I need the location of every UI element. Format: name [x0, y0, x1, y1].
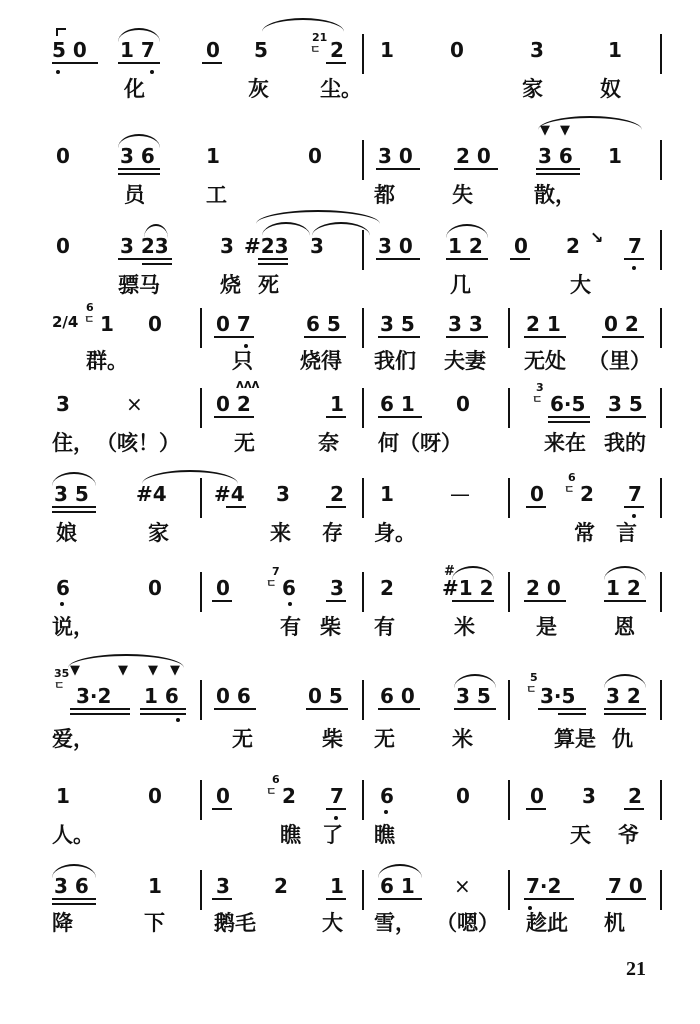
note-group: 5 0: [52, 38, 87, 62]
underline-beam: [52, 506, 96, 508]
underline-beam: [118, 173, 160, 175]
underline-beam: [548, 421, 590, 423]
underline-beam: [602, 336, 644, 338]
barline: [660, 870, 662, 910]
note-group: 3 5: [380, 312, 415, 336]
note-group: 3 6: [538, 144, 573, 168]
underline-beam: [524, 898, 574, 900]
barline: [660, 680, 662, 720]
note-group: 6 1: [380, 874, 415, 898]
barline: [362, 34, 364, 74]
accent-mark: ▼: [70, 663, 80, 678]
low-octave-dot: [150, 70, 154, 74]
note-group: 2 0: [526, 576, 561, 600]
note: 1: [380, 482, 394, 506]
note: 2: [580, 482, 594, 506]
note: 0: [56, 144, 70, 168]
low-octave-dot: [632, 266, 636, 270]
underline-beam: [606, 898, 646, 900]
underline-beam: [214, 708, 256, 710]
accent-mark: ▼: [560, 123, 570, 138]
note: 0: [456, 784, 470, 808]
rest-cross: ×: [454, 874, 471, 898]
underline-beam: [202, 62, 222, 64]
note-group: 3 6: [54, 874, 89, 898]
lyric: 爱，: [52, 727, 94, 751]
accent-mark: ▼: [148, 663, 158, 678]
note: 1: [330, 392, 344, 416]
note-group: #1 2: [442, 576, 494, 600]
grace-notes: 3: [536, 381, 544, 394]
note-group: 0 6: [216, 684, 251, 708]
note: 1: [330, 874, 344, 898]
note-group: 7·2: [526, 874, 562, 898]
barline: [362, 572, 364, 612]
lyric: 柴: [322, 727, 343, 751]
note: 5: [254, 38, 268, 62]
lyric: 失: [452, 183, 473, 207]
underline-beam: [536, 173, 580, 175]
note: 7: [628, 482, 642, 506]
lyric: 恩: [614, 615, 635, 639]
grace-notes: 6: [272, 773, 280, 786]
underline-beam: [118, 168, 160, 170]
note: 3: [582, 784, 596, 808]
lyric: 仇: [612, 727, 633, 751]
note: 3: [216, 874, 230, 898]
glide-mark: ↘: [590, 228, 604, 247]
note: 0: [216, 784, 230, 808]
underline-beam: [52, 62, 98, 64]
underline-beam: [454, 168, 498, 170]
underline-beam: [452, 600, 494, 602]
barline: [362, 478, 364, 518]
bracket-mark: [56, 28, 58, 36]
note: 1: [100, 312, 114, 336]
ornament-mark: ʌʌʌ: [236, 377, 260, 391]
underline-beam: [326, 416, 346, 418]
score-system-10: [0, 858, 700, 958]
underline-beam: [604, 600, 646, 602]
barline: [660, 140, 662, 180]
lyric: 都: [374, 183, 395, 207]
underline-beam: [624, 506, 644, 508]
lyric: 有: [280, 615, 301, 639]
underline-beam: [326, 898, 346, 900]
slur: [262, 18, 344, 32]
note-group: #23: [244, 234, 289, 258]
lyric: （里）: [588, 349, 651, 373]
note-group: 3 0: [378, 234, 413, 258]
note: 3: [56, 392, 70, 416]
grace-mark: ㄷ: [564, 483, 575, 496]
note-group: 3 3: [448, 312, 483, 336]
note-group: 6 0: [380, 684, 415, 708]
lyric: 是: [536, 615, 557, 639]
score-system-8: [0, 650, 700, 750]
score-system-2: [0, 120, 700, 220]
lyric: 身。: [374, 521, 416, 545]
note-group: 3 2: [606, 684, 641, 708]
underline-beam: [326, 506, 346, 508]
underline-beam: [446, 258, 488, 260]
barline: [508, 870, 510, 910]
barline: [508, 680, 510, 720]
barline: [660, 34, 662, 74]
low-octave-dot: [334, 816, 338, 820]
lyric: 存: [322, 521, 343, 545]
underline-beam: [606, 416, 646, 418]
note-group: 3 23: [120, 234, 169, 258]
note-group: 3 5: [456, 684, 491, 708]
note: 1: [148, 874, 162, 898]
score-system-1: [0, 22, 700, 122]
lyric: 死: [258, 273, 279, 297]
score-system-9: [0, 768, 700, 868]
note: #4: [214, 482, 245, 506]
lyric: （嗯）: [436, 911, 499, 935]
lyric: 无: [232, 727, 253, 751]
lyric: 来在: [544, 431, 586, 455]
lyric: 雪，: [374, 911, 416, 935]
barline: [200, 308, 202, 348]
note-group: 0 2: [604, 312, 639, 336]
lyric: 娘: [56, 521, 77, 545]
note-group: 3 5: [608, 392, 643, 416]
note: 3: [330, 576, 344, 600]
grace-mark: ㄷ: [54, 679, 65, 692]
barline: [200, 780, 202, 820]
page-number: 21: [626, 958, 646, 980]
note: 3: [310, 234, 324, 258]
underline-beam: [536, 168, 580, 170]
lyric: 算是: [554, 727, 596, 751]
lyric: 米: [454, 615, 475, 639]
barline: [200, 572, 202, 612]
lyric: 大: [322, 911, 343, 935]
lyric: 瞧: [374, 823, 395, 847]
note: 0: [514, 234, 528, 258]
underline-beam: [258, 263, 288, 265]
underline-beam: [454, 708, 496, 710]
note-group: 6·5: [550, 392, 586, 416]
note: 1: [380, 38, 394, 62]
lyric: 言: [616, 521, 637, 545]
low-octave-dot: [288, 602, 292, 606]
note: 2: [330, 38, 344, 62]
low-octave-dot: [176, 718, 180, 722]
lyric: 降: [52, 911, 73, 935]
note: 0: [456, 392, 470, 416]
barline: [200, 680, 202, 720]
barline: [200, 870, 202, 910]
underline-beam: [510, 258, 530, 260]
low-octave-dot: [56, 70, 60, 74]
note: 0: [530, 482, 544, 506]
note: 0: [308, 144, 322, 168]
note-group: 6 1: [380, 392, 415, 416]
lyric: 只: [232, 349, 253, 373]
lyric: 爷: [618, 823, 639, 847]
lyric: 奈: [318, 431, 339, 455]
barline: [508, 478, 510, 518]
underline-beam: [376, 258, 420, 260]
underline-beam: [526, 808, 546, 810]
lyric: 机: [604, 911, 625, 935]
underline-beam: [524, 336, 566, 338]
barline: [362, 680, 364, 720]
note-group: 3·2: [76, 684, 112, 708]
underline-beam: [118, 258, 172, 260]
grace-mark: ㄷ: [266, 577, 277, 590]
barline: [362, 230, 364, 270]
lyric: 夫妻: [444, 349, 486, 373]
lyric: 无: [374, 727, 395, 751]
underline-beam: [214, 336, 254, 338]
grace-notes: 6: [86, 301, 94, 314]
underline-beam: [548, 416, 590, 418]
lyric: 无: [234, 431, 255, 455]
grace-mark: ㄷ: [310, 43, 321, 56]
underline-beam: [70, 713, 130, 715]
lyric: 几: [450, 273, 471, 297]
underline-beam: [326, 62, 346, 64]
lyric: 骠马: [118, 273, 160, 297]
grace-notes: 6: [568, 471, 576, 484]
underline-beam: [140, 708, 186, 710]
lyric: 家: [522, 77, 543, 101]
underline-beam: [258, 258, 288, 260]
lyric: 常: [574, 521, 595, 545]
lyric: 家: [148, 521, 169, 545]
underline-beam: [538, 708, 586, 710]
note: 2: [628, 784, 642, 808]
note: 7: [628, 234, 642, 258]
underline-beam: [306, 708, 348, 710]
grace-mark: ㄷ: [266, 785, 277, 798]
lyric: 群。: [86, 349, 128, 373]
underline-beam: [604, 708, 646, 710]
note: 6: [380, 784, 394, 808]
score-system-6: [0, 466, 700, 566]
grace-notes: 7: [272, 565, 280, 578]
lyric: 趁此: [526, 911, 568, 935]
lyric: 何（呀）: [378, 431, 462, 455]
barline: [660, 478, 662, 518]
note: 2: [274, 874, 288, 898]
low-octave-dot: [632, 514, 636, 518]
underline-beam: [446, 336, 488, 338]
barline: [362, 140, 364, 180]
lyric: 化: [124, 77, 145, 101]
barline: [508, 308, 510, 348]
note: 0: [56, 234, 70, 258]
underline-beam: [524, 600, 566, 602]
score-system-3: [0, 210, 700, 310]
note: 2: [380, 576, 394, 600]
grace-mark: ㄷ: [84, 313, 95, 326]
lyric: 散，: [534, 183, 576, 207]
note: 0: [530, 784, 544, 808]
accent-mark: ▼: [540, 123, 550, 138]
note-group: 3 5: [54, 482, 89, 506]
lyric: 烧得: [300, 349, 342, 373]
grace-mark: ㄷ: [532, 393, 543, 406]
note: 1: [56, 784, 70, 808]
barline: [362, 308, 364, 348]
barline: [660, 388, 662, 428]
lyric: 柴: [320, 615, 341, 639]
lyric: 说，: [52, 615, 94, 639]
barline: [508, 388, 510, 428]
barline: [362, 780, 364, 820]
note: 1: [608, 144, 622, 168]
lyric: 人。: [52, 823, 94, 847]
barline: [660, 230, 662, 270]
barline: [362, 870, 364, 910]
underline-beam: [304, 336, 346, 338]
note: 3: [276, 482, 290, 506]
barline: [200, 388, 202, 428]
barline: [660, 780, 662, 820]
note: 3: [530, 38, 544, 62]
dash-extension: —: [450, 482, 470, 506]
lyric: （咳！）: [96, 431, 180, 455]
note-group: 1 7: [120, 38, 155, 62]
lyric: 米: [452, 727, 473, 751]
note-group: 3 0: [378, 144, 413, 168]
lyric: 鹅毛: [214, 911, 256, 935]
note: 0: [148, 784, 162, 808]
note-group: 1 6: [144, 684, 179, 708]
barline: [200, 478, 202, 518]
score-system-7: [0, 560, 700, 660]
note: 2: [566, 234, 580, 258]
grace-notes: 35: [54, 667, 70, 680]
lyric: 员: [124, 183, 145, 207]
underline-beam: [212, 600, 232, 602]
underline-beam: [226, 506, 246, 508]
lyric: 我们: [374, 349, 416, 373]
lyric: 工: [206, 183, 227, 207]
lyric: 了: [322, 823, 343, 847]
accent-mark: ▼: [170, 663, 180, 678]
underline-beam: [378, 708, 420, 710]
note: 0: [216, 576, 230, 600]
lyric: 灰: [248, 77, 269, 101]
underline-beam: [142, 263, 172, 265]
note: 0: [148, 312, 162, 336]
lyric: 有: [374, 615, 395, 639]
lyric: 大: [570, 273, 591, 297]
lyric: 下: [144, 911, 165, 935]
lyric: 奴: [600, 77, 621, 101]
barline: [660, 308, 662, 348]
low-octave-dot: [384, 810, 388, 814]
barline: [508, 780, 510, 820]
note-group: 3 6: [120, 144, 155, 168]
underline-beam: [214, 416, 254, 418]
lyric: 尘。: [320, 77, 362, 101]
note: 0: [148, 576, 162, 600]
underline-beam: [526, 506, 546, 508]
underline-beam: [70, 708, 130, 710]
underline-beam: [52, 898, 96, 900]
lyric: 烧: [220, 273, 241, 297]
note: 6: [282, 576, 296, 600]
underline-beam: [558, 713, 586, 715]
lyric: 我的: [604, 431, 646, 455]
lyric: 住，: [52, 431, 94, 455]
note: 1: [206, 144, 220, 168]
note-group: 7 0: [608, 874, 643, 898]
note-group: 1 2: [448, 234, 483, 258]
lyric: 天: [570, 823, 591, 847]
note: 3: [220, 234, 234, 258]
note-group: 6 5: [306, 312, 341, 336]
note-group: 2 1: [526, 312, 561, 336]
time-signature: 2/4: [52, 313, 79, 331]
score-system-5: [0, 376, 700, 476]
underline-beam: [326, 600, 346, 602]
note: 2: [330, 482, 344, 506]
note: 2: [282, 784, 296, 808]
sharp-sign: #: [444, 564, 455, 579]
grace-notes: 5: [530, 671, 538, 684]
grace-notes: 21: [312, 31, 328, 44]
note-group: 2 0: [456, 144, 491, 168]
underline-beam: [378, 898, 422, 900]
lyric: 无处: [524, 349, 566, 373]
slur: [256, 210, 380, 224]
underline-beam: [52, 903, 96, 905]
underline-beam: [52, 511, 96, 513]
underline-beam: [604, 713, 646, 715]
barline: [508, 572, 510, 612]
underline-beam: [212, 898, 232, 900]
note-group: 1 2: [606, 576, 641, 600]
note: 6: [56, 576, 70, 600]
rest-cross: ×: [126, 392, 143, 416]
underline-beam: [212, 808, 232, 810]
underline-beam: [624, 808, 644, 810]
underline-beam: [140, 713, 186, 715]
underline-beam: [326, 808, 346, 810]
lyric: 来: [270, 521, 291, 545]
note: 0: [206, 38, 220, 62]
accent-mark: ▼: [118, 663, 128, 678]
underline-beam: [378, 416, 422, 418]
underline-beam: [378, 336, 420, 338]
barline: [660, 572, 662, 612]
note-group: 0 2: [216, 392, 251, 416]
low-octave-dot: [60, 602, 64, 606]
note: #4: [136, 482, 167, 506]
underline-beam: [376, 168, 420, 170]
barline: [362, 388, 364, 428]
lyric: 瞧: [280, 823, 301, 847]
note: 7: [330, 784, 344, 808]
note: 1: [608, 38, 622, 62]
note-group: 3·5: [540, 684, 576, 708]
underline-beam: [624, 258, 644, 260]
note: 0: [450, 38, 464, 62]
note-group: 0 7: [216, 312, 251, 336]
underline-beam: [118, 62, 160, 64]
note-group: 0 5: [308, 684, 343, 708]
grace-mark: ㄷ: [526, 683, 537, 696]
